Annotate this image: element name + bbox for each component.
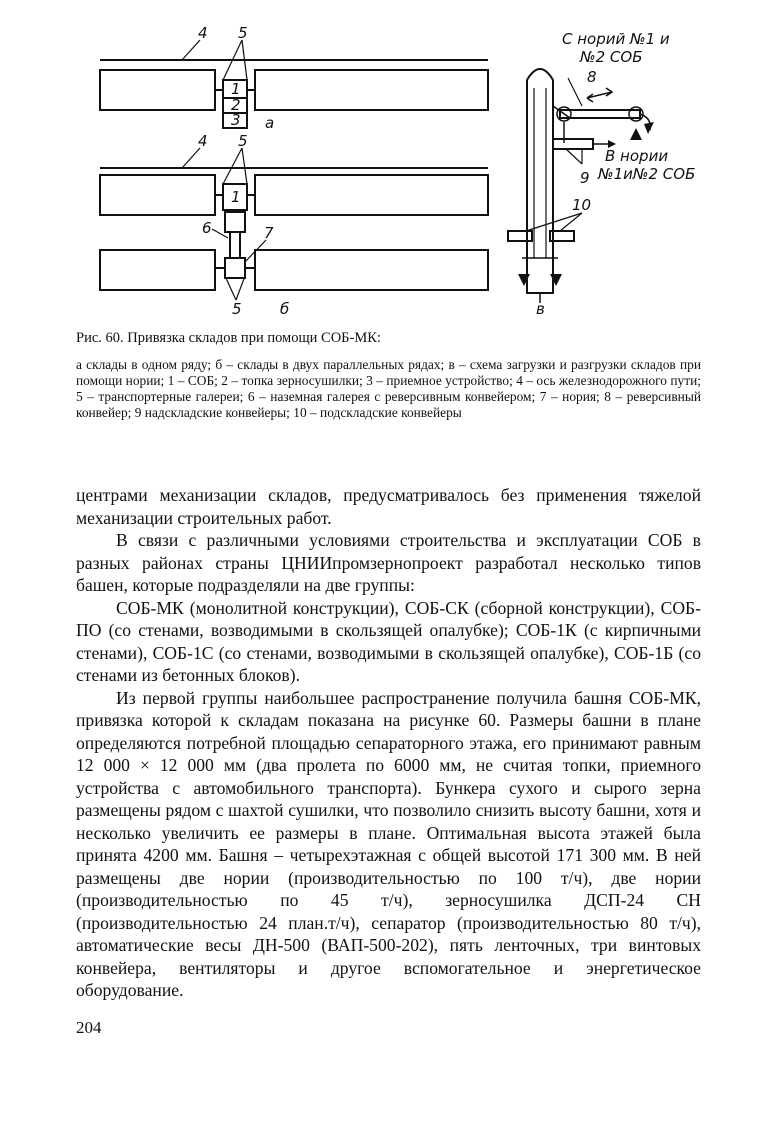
- double-arrow-icon: [587, 88, 612, 102]
- figure-drawing: [60, 18, 740, 323]
- arrow-down-icon: [518, 274, 530, 286]
- noria-column: [527, 69, 553, 293]
- label-6: 6: [202, 219, 212, 237]
- label-10: 10: [572, 196, 592, 214]
- label-4: 4: [198, 24, 208, 42]
- label-1: 1: [231, 80, 241, 98]
- over-warehouse-conveyor: [553, 139, 593, 149]
- label-5: 5: [238, 132, 248, 150]
- caption-legend: а склады в одном ряду; б – склады в двух параллельных рядах; в – схема загрузки и разгрузки складов при помощи нории; 1 – СОБ; 2 – топка зерносушилки; 3 – приемное устройство; 4 – ось железнодорожного пути; 5 – транспортерные галереи; 6 – наземная галерея с реверсивным конвейером; 7 – нория; 8 – реверсивный конвейер; 9 надскладские конвейеры; 10 – подскладские конвейеры: [76, 357, 701, 420]
- body-text: [76, 484, 701, 1002]
- figure-caption: [76, 329, 701, 421]
- label-5: 5: [232, 300, 242, 318]
- paragraph: Из первой группы наибольшее распространение получила башня СОБ-МК, привязка которой к складам показана на рисунке 60. Размеры башни в плане определяются потребной площадью сепараторного этажа, его принимают равным 12 000 × 12 000 мм (два пролета по 6000 мм, не считая топки, приемного устройства с автомобильного транспорта). Бункера сухого и сырого зерна размещены рядом с шахтой сушилки, что позволило снизить высоту башни, хотя и несколько увеличить ее размеры в плане. Оптимальная высота этажей была принята 4200 мм. Башня – четырехэтажная с общей высотой 171 300 мм. В ней размещены две нории (производительностью по 100 т/ч), две нории (производительностью по 45 т/ч), зерносушилка ДСП-24 СН (производительностью 24 план.т/ч), сепаратор (производительностью 80 т/ч), автоматические весы ДН-500 (ВАП-500-202), пять ленточных, три винтовых конвейера, вентиляторы и другое вспомогательное и энергетическое оборудование.: [76, 687, 701, 1000]
- label-1: 1: [231, 188, 241, 206]
- warehouse: [100, 70, 215, 110]
- label-2: 2: [231, 96, 241, 114]
- noria: [225, 258, 245, 278]
- label-to-norii: В нории: [605, 147, 669, 165]
- label-to-norii-2: №1и№2 СОБ: [598, 165, 696, 183]
- arrow-down-icon: [644, 122, 654, 134]
- label-8: 8: [587, 68, 597, 86]
- reversing-conveyor: [560, 110, 640, 118]
- warehouse: [100, 250, 215, 290]
- page-number: 204: [76, 1018, 102, 1037]
- warehouse: [100, 175, 215, 215]
- label-9: 9: [580, 169, 590, 187]
- warehouse: [255, 70, 488, 110]
- arrow-down-icon: [550, 274, 562, 286]
- label-3: 3: [231, 111, 241, 129]
- label-7: 7: [264, 224, 274, 242]
- paragraph: СОБ-МК (монолитной конструкции), СОБ-СК (сборной конструкции), СОБ-ПО (со стенами, возводимыми в скользящей опалубке); СОБ-1К (с кирпичными стенами), СОБ-1С (со стенами, возводимыми в скользящей опалубке), СОБ-1Б (со стенами из бетонных блоков).: [76, 597, 701, 685]
- caption-title: Рис. 60. Привязка складов при помощи СОБ-МК:: [76, 330, 381, 346]
- label-from-norii: С норий №1 и: [562, 30, 670, 48]
- paragraph: В связи с различными условиями строительства и эксплуатации СОБ в разных районах страны ЦНИИпромзернопроект разработал несколько типов башен, которые подразделяли на две группы:: [76, 530, 701, 595]
- warehouse: [255, 175, 488, 215]
- label-part-a: а: [265, 114, 275, 132]
- label-part-v: в: [536, 300, 545, 318]
- under-warehouse-conveyor: [508, 231, 532, 241]
- figure-60: [60, 18, 740, 323]
- label-4: 4: [198, 132, 208, 150]
- label-5: 5: [238, 24, 248, 42]
- arrow-down-icon: [630, 128, 642, 140]
- paragraph: центрами механизации складов, предусматривалось без применения тяжелой механизации строительных работ.: [76, 485, 701, 528]
- label-part-b: б: [280, 300, 290, 318]
- label-from-norii-2: №2 СОБ: [580, 48, 643, 66]
- warehouse: [255, 250, 488, 290]
